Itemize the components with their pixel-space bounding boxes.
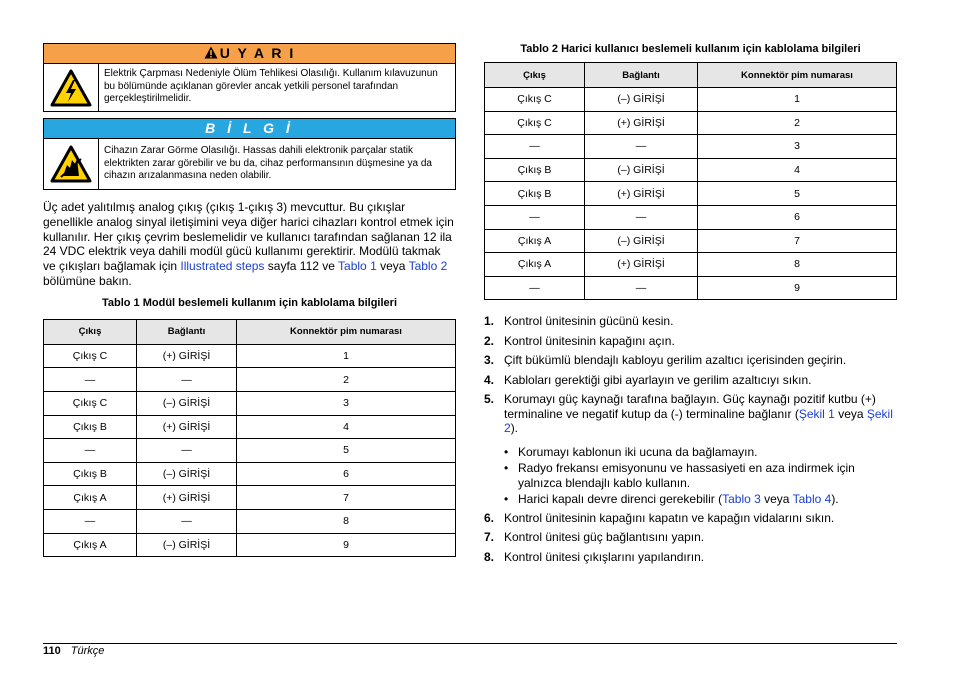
table-cell: Çıkış A: [485, 253, 585, 277]
bullet-item: [484, 445, 897, 460]
warning-box: [43, 43, 456, 112]
bullet-item: [484, 461, 897, 490]
table-cell: (+) GİRİŞİ: [585, 253, 698, 277]
column-header: Bağlantı: [585, 63, 698, 88]
table-cell: Çıkış B: [485, 158, 585, 182]
tablo-3-link[interactable]: Tablo 3: [722, 492, 761, 507]
step-text: Kontrol ünitesinin kapağını açın.: [504, 333, 675, 348]
table-cell: —: [485, 205, 585, 229]
tablo-1-link[interactable]: Tablo 1: [338, 259, 377, 274]
table-cell: —: [44, 368, 137, 392]
table-cell: 1: [698, 88, 897, 112]
tablo-2-link[interactable]: Tablo 2: [408, 259, 448, 274]
table-cell: 4: [237, 415, 456, 439]
table-header-row: [44, 319, 456, 344]
step-text: Kontrol ünitesinin gücünü kesin.: [504, 314, 674, 329]
table-row: [44, 415, 456, 439]
steps-list-continued: [484, 511, 897, 565]
bullet-item: [484, 492, 897, 507]
table-cell: 3: [698, 135, 897, 159]
table-cell: 8: [237, 509, 456, 533]
table-row: [485, 229, 897, 253]
table-cell: —: [585, 276, 698, 300]
electric-shock-icon: [44, 64, 99, 111]
table-row: [485, 158, 897, 182]
table-cell: 5: [698, 182, 897, 206]
step-number: 1.: [484, 314, 495, 329]
table-cell: (+) GİRİŞİ: [585, 111, 698, 135]
bullet-list: [484, 445, 897, 507]
step-text-part: Korumayı güç kaynağı tarafına bağlayın. Güç kaynağı pozitif kutbu (+) terminaline ve negatif kutup da (-) terminaline bağlanır (: [504, 392, 876, 421]
table-cell: (–) GİRİŞİ: [137, 533, 237, 557]
table-row: [44, 486, 456, 510]
table-cell: —: [137, 439, 237, 463]
table-cell: —: [137, 368, 237, 392]
table-cell: 5: [237, 439, 456, 463]
table-cell: Çıkış A: [44, 486, 137, 510]
bullet-mark: •: [504, 492, 509, 507]
steps-list: [484, 314, 897, 436]
table-cell: 8: [698, 253, 897, 277]
table-row: [485, 205, 897, 229]
table-row: [485, 276, 897, 300]
page-number: 110: [43, 645, 61, 657]
step-item: [484, 511, 897, 526]
step-text: [504, 392, 897, 436]
table-cell: 6: [237, 462, 456, 486]
right-column: [484, 43, 897, 569]
table-cell: (–) GİRİŞİ: [137, 391, 237, 415]
bullet-text-part: ).: [831, 492, 839, 507]
table-row: [44, 368, 456, 392]
intro-paragraph: [43, 200, 456, 289]
table1-caption: Tablo 1 Modül beslemeli kullanım için kablolama bilgileri: [101, 296, 398, 309]
table-cell: (–) GİRİŞİ: [137, 462, 237, 486]
step-item: [484, 392, 897, 436]
step-item: [484, 550, 897, 565]
table-cell: Çıkış C: [44, 344, 137, 368]
intro-text: veya: [376, 259, 409, 274]
column-header: Konnektör pim numarası: [237, 319, 456, 344]
step-number: 6.: [484, 510, 495, 525]
table-header-row: [485, 63, 897, 88]
table-cell: Çıkış B: [44, 462, 137, 486]
notice-text: Cihazın Zarar Görme Olasılığı. Hassas dahili elektronik parçalar statik elektrikten zarar görebilir ve bu da, cihaz performansının düşmesine ya da cihazın arızalanmasına neden olabilir.: [104, 145, 432, 181]
table-cell: Çıkış B: [44, 415, 137, 439]
table-cell: Çıkış C: [485, 88, 585, 112]
table-row: [44, 344, 456, 368]
table-cell: 1: [237, 344, 456, 368]
notice-box: [43, 118, 456, 190]
step-text: Kontrol ünitesinin kapağını kapatın ve kapağın vidalarını sıkın.: [504, 510, 835, 525]
table-cell: 6: [698, 205, 897, 229]
table-cell: —: [485, 276, 585, 300]
table-row: [485, 135, 897, 159]
table-row: [44, 509, 456, 533]
step-text: Kontrol ünitesi güç bağlantısını yapın.: [504, 530, 705, 545]
table-cell: (+) GİRİŞİ: [137, 415, 237, 439]
table-row: [485, 111, 897, 135]
step-item: [484, 353, 897, 368]
table-cell: 3: [237, 391, 456, 415]
table-row: [485, 253, 897, 277]
table-cell: —: [44, 509, 137, 533]
table-cell: 2: [237, 368, 456, 392]
table-cell: (–) GİRİŞİ: [585, 158, 698, 182]
bullet-text: [518, 492, 839, 507]
step-number: 8.: [484, 549, 495, 564]
notice-header: B İ L G İ: [44, 119, 455, 139]
table-cell: Çıkış B: [485, 182, 585, 206]
bullet-text-part: veya: [760, 492, 793, 507]
esd-warning-icon: [44, 139, 99, 189]
table-cell: (–) GİRİŞİ: [585, 88, 698, 112]
page-footer: [43, 645, 104, 657]
table-cell: —: [585, 205, 698, 229]
step-number: 2.: [484, 333, 495, 348]
warning-title: U Y A R I: [219, 45, 296, 61]
table-cell: (+) GİRİŞİ: [585, 182, 698, 206]
table-row: [44, 439, 456, 463]
table1: [43, 319, 456, 557]
column-header: Çıkış: [485, 63, 585, 88]
step-number: 7.: [484, 530, 495, 545]
warning-header: [44, 44, 455, 64]
bullet-mark: •: [504, 461, 509, 476]
table2-caption: Tablo 2 Harici kullanıcı beslemeli kullanım için kablolama bilgileri: [520, 43, 861, 55]
step-item: [484, 373, 897, 388]
bullet-mark: •: [504, 444, 509, 459]
step-text: Çift bükümlü blendajlı kabloyu gerilim azaltıcı içerisinden geçirin.: [504, 353, 847, 368]
left-column: [43, 43, 456, 557]
table-row: [44, 391, 456, 415]
column-header: Çıkış: [44, 319, 137, 344]
table-cell: Çıkış A: [485, 229, 585, 253]
step-text-part: ).: [510, 421, 519, 436]
bullet-text-part: Harici kapalı devre direnci gerekebilir (: [518, 492, 723, 507]
step-text: Kontrol ünitesi çıkışlarını yapılandırın.: [504, 549, 705, 564]
step-item: [484, 530, 897, 545]
table-row: [44, 533, 456, 557]
step-number: 5.: [484, 392, 495, 407]
table-cell: —: [137, 509, 237, 533]
bullet-text: Korumayı kablonun iki ucuna da bağlamayın.: [518, 444, 758, 459]
bullet-text: Radyo frekansı emisyonunu ve hassasiyeti en aza indirmek için yalnızca blendajlı kablo kullanın.: [518, 461, 855, 490]
intro-text: bölümüne bakın.: [43, 273, 132, 288]
sekil-1-link[interactable]: Şekil 1: [798, 406, 835, 421]
table-cell: 4: [698, 158, 897, 182]
table-cell: (–) GİRİŞİ: [585, 229, 698, 253]
sekil-2-link[interactable]: Şekil 2: [504, 406, 893, 436]
table-cell: (+) GİRİŞİ: [137, 344, 237, 368]
step-item: [484, 334, 897, 349]
step-text: Kabloları gerektiği gibi ayarlayın ve gerilim azaltıcıyı sıkın.: [504, 372, 812, 387]
table-row: [44, 462, 456, 486]
warning-text: Elektrik Çarpması Nedeniyle Ölüm Tehlikesi Olasılığı. Kullanım kılavuzunun bu bölümünde açıklanan görevler ancak yetkili personel tarafından gerçekleştirilmelidir.: [104, 68, 438, 104]
column-header: Bağlantı: [137, 319, 237, 344]
step-text-part: veya: [834, 406, 867, 421]
step-number: 4.: [484, 372, 495, 387]
table-cell: —: [585, 135, 698, 159]
step-number: 3.: [484, 353, 495, 368]
column-header: Konnektör pim numarası: [698, 63, 897, 88]
intro-text: Üç adet yalıtılmış analog çıkış (çıkış 1-çıkış 3) mevcuttur. Bu çıkışlar genellikle analog sinyal iletişimini veya diğer harici cihazları kontrol etmek için kullanılır. Her çıkış çevrim beslemelidir ve kullanıcı tarafından sağlanan 12 ila 24 VDC elektrik veya dahili modül gücü kullanımı gerektirir. Modülü takmak ve çıkışları bağlamak için: [43, 200, 454, 274]
intro-text: sayfa 112 ve: [264, 259, 339, 274]
table-cell: 7: [698, 229, 897, 253]
table-row: [485, 182, 897, 206]
illustrated-steps-link[interactable]: Illustrated steps: [180, 259, 265, 274]
footer-divider: [43, 643, 897, 644]
table-cell: Çıkış C: [44, 391, 137, 415]
table2: [484, 62, 897, 300]
warning-triangle-icon: [204, 46, 218, 59]
table-cell: 9: [698, 276, 897, 300]
table-cell: 7: [237, 486, 456, 510]
table-cell: —: [485, 135, 585, 159]
table-cell: 2: [698, 111, 897, 135]
table-cell: —: [44, 439, 137, 463]
tablo-4-link[interactable]: Tablo 4: [792, 492, 832, 507]
table-cell: (+) GİRİŞİ: [137, 486, 237, 510]
footer-language: Türkçe: [70, 645, 105, 657]
table-cell: 9: [237, 533, 456, 557]
table-cell: Çıkış C: [485, 111, 585, 135]
table-cell: Çıkış A: [44, 533, 137, 557]
step-item: [484, 314, 897, 329]
table-row: [485, 88, 897, 112]
